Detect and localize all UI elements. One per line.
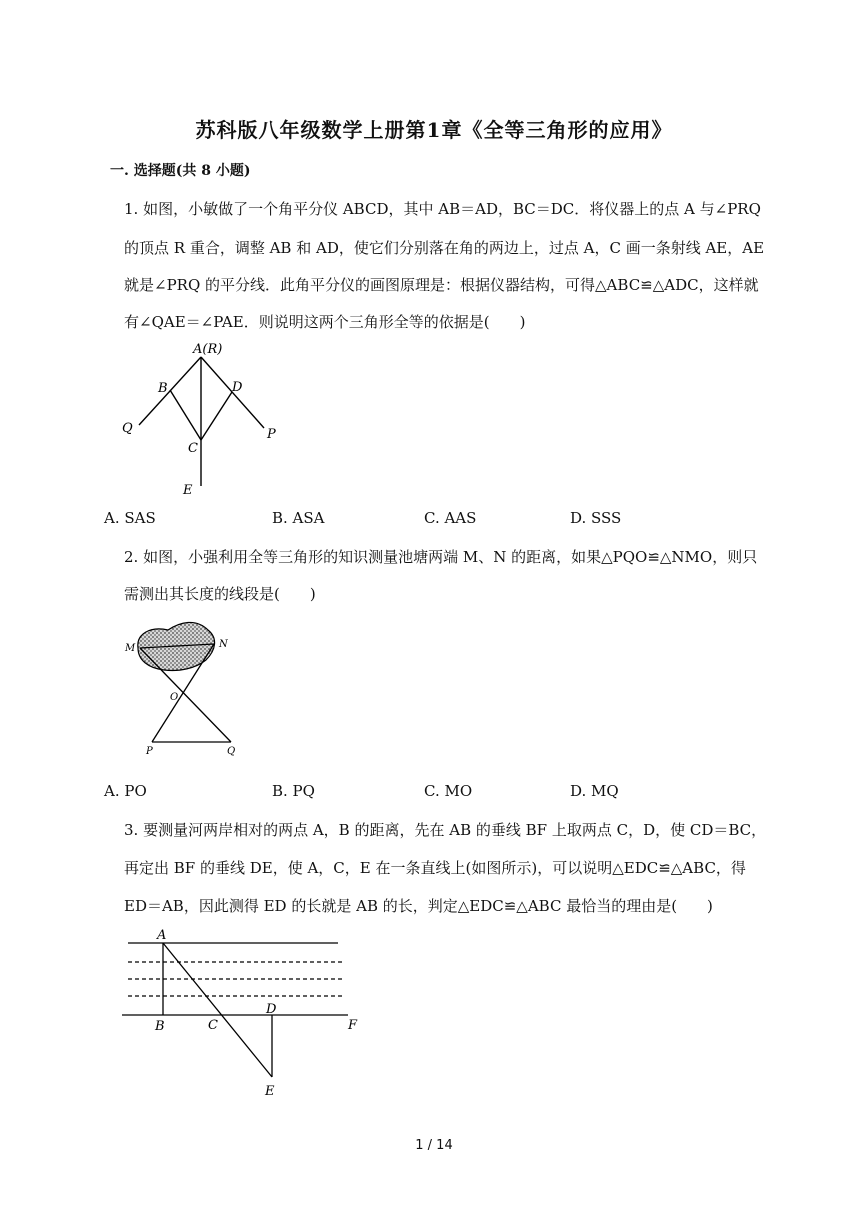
q1-label-b: B: [158, 381, 168, 396]
q3-label-f: F: [348, 1018, 358, 1033]
q1-line-1: 1. 如图，小敏做了一个角平分仪 ABCD，其中 AB＝AD，BC＝DC．将仪器上的点 A 与∠PRQ: [124, 200, 761, 218]
q1-line-3: 就是∠PRQ 的平分线．此角平分仪的画图原理是：根据仪器结构，可得△ABC≌△ADC，这样就: [124, 276, 759, 294]
q2-option-b[interactable]: B. PQ: [272, 782, 315, 800]
q2-label-m: M: [125, 643, 136, 654]
q2-line-2: 需测出其长度的线段是( ): [124, 585, 316, 603]
q2-label-o: O: [170, 692, 179, 703]
q2-label-p: P: [146, 746, 153, 757]
document-title: 苏科版八年级数学上册第1章《全等三角形的应用》: [195, 118, 673, 142]
q1-label-e: E: [183, 483, 193, 498]
q1-label-p: P: [267, 427, 276, 442]
q3-seg-ae: [163, 943, 272, 1077]
q2-label-q: Q: [227, 746, 236, 757]
page-number: 1 / 14: [415, 1138, 453, 1153]
q2-label-n: N: [219, 639, 228, 650]
q1-label-c: C: [188, 441, 198, 456]
q2-option-c[interactable]: C. MO: [424, 782, 473, 800]
q1-option-c[interactable]: C. AAS: [424, 509, 477, 527]
q3-label-a: A: [157, 928, 167, 943]
q3-label-e: E: [265, 1084, 275, 1099]
q3-label-d: D: [266, 1002, 277, 1017]
q1-option-d[interactable]: D. SSS: [570, 509, 622, 527]
q3-label-c: C: [208, 1018, 218, 1033]
q1-line-2: 的顶点 R 重合，调整 AB 和 AD，使它们分别落在角的两边上，过点 A，C 画一条射线 AE，AE: [124, 239, 765, 257]
q1-label-d: D: [232, 380, 243, 395]
q2-option-a[interactable]: A. PO: [104, 782, 147, 800]
q1-option-b[interactable]: B. ASA: [272, 509, 325, 527]
q3-line-3: ED＝AB，因此测得 ED 的长就是 AB 的长，判定△EDC≌△ABC 最恰当的理由是( ): [124, 897, 713, 915]
q3-line-1: 3. 要测量河两岸相对的两点 A，B 的距离，先在 AB 的垂线 BF 上取两点 C，D，使 CD＝BC，: [124, 821, 767, 839]
q2-option-d[interactable]: D. MQ: [570, 782, 619, 800]
q1-label-a: A(R): [193, 342, 223, 357]
q3-line-2: 再定出 BF 的垂线 DE，使 A，C，E 在一条直线上(如图所示)，可以说明△EDC≌△ABC，得: [124, 859, 746, 877]
q3-label-b: B: [155, 1019, 165, 1034]
q1-line-4: 有∠QAE＝∠PAE．则说明这两个三角形全等的依据是( ): [124, 313, 526, 331]
q1-label-q: Q: [122, 421, 133, 436]
q2-line-1: 2. 如图，小强利用全等三角形的知识测量池塘两端 M、N 的距离，如果△PQO≌△NMO，则只: [124, 548, 758, 566]
q1-option-a[interactable]: A. SAS: [104, 509, 156, 527]
section-heading: 一. 选择题(共 8 小题): [110, 163, 251, 179]
